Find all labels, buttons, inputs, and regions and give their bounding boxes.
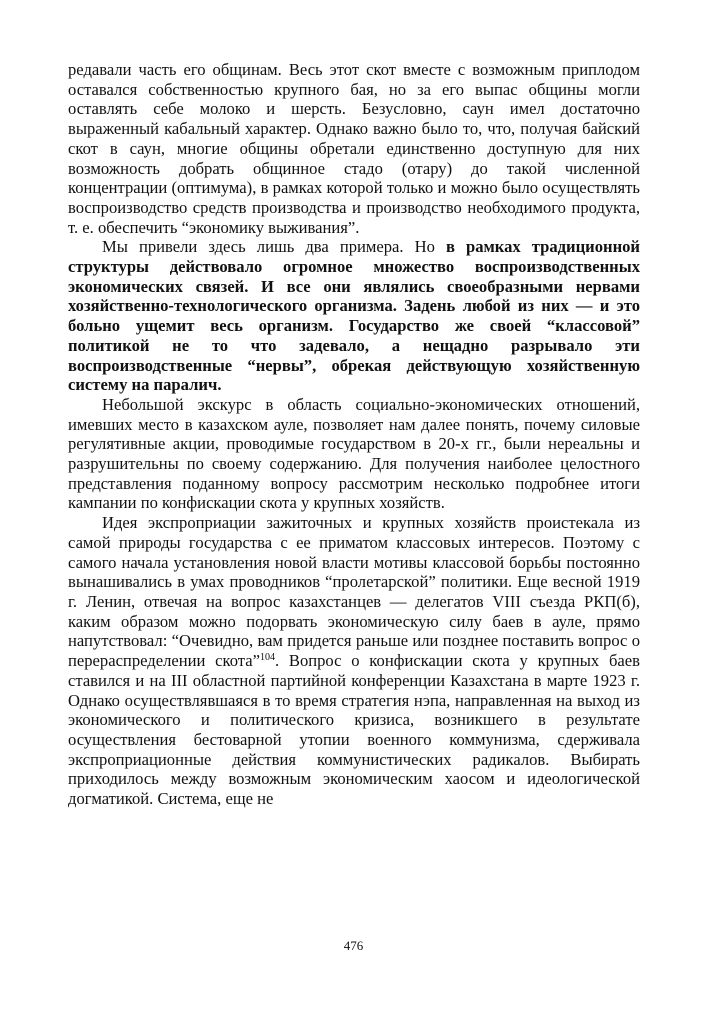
paragraph-2-bold: в рамках традиционной структуры действовало огромное множество воспроизводственных экономических связей. И все они являлись своеобразными нервами хозяйственно-технологического организма. Задень любой из них — и это больно ущемит весь организм. Государство же своей “классовой” политикой не то что задевало, а нещадно разрывало эти воспроизводственные “нервы”, обрекая действующую хозяйственную систему на паралич. — [68, 237, 640, 395]
footnote-marker: 104 — [259, 652, 275, 664]
paragraph-2-plain: Мы привели здесь лишь два примера. Но — [102, 237, 446, 257]
paragraph-2 — [68, 237, 640, 395]
paragraph-4 — [68, 513, 640, 809]
paragraph-4-part-b: . Вопрос о конфискации скота у крупных баев ставился и на III областной партийной конференции Казахстана в марте 1923 г. Однако осуществлявшаяся в то время стратегия нэпа, направленная на выход из экономического и политического кризиса, возникшего в результате осуществления бестоварной утопии военного коммунизма, сдерживала экспроприационные действия коммунистических радикалов. Выбирать приходилось между возможным экономическим хаосом и идеологической догматикой. Система, еще не — [68, 651, 640, 809]
paragraph-3: Небольшой экскурс в область социально-экономических отношений, имевших место в казахском ауле, позволяет нам далее понять, почему силовые регулятивные акции, проводимые государством в 20-х гг., были нереальны и разрушительны по своему содержанию. Для получения наиболее целостного представления поданному вопросу рассмотрим несколько подробнее итоги кампании по конфискации скота у крупных хозяйств. — [68, 394, 640, 513]
paragraph-4-part-a: Идея экспроприации зажиточных и крупных хозяйств проистекала из самой природы государства с ее приматом классовых интересов. Поэтому с самого начала установления новой власти мотивы классовой борьбы постоянно вынашивались в умах проводников “пролетарской” политики. Еще весной 1919 г. Ленин, отвечая на вопрос казахстанцев — делегатов VIII съезда РКП(б), каким образом можно подорвать экономическую силу баев в ауле, прямо напутствовал: “Очевидно, вам придется раньше или позднее поставить вопрос о перераспределении скота” — [68, 513, 640, 671]
page-number: 476 — [343, 938, 364, 953]
paragraph-1: редавали часть его общинам. Весь этот скот вместе с возможным приплодом оставался собственностью крупного бая, но за его выпас общины могли оставлять себе молоко и шерсть. Безусловно, саун имел достаточно выраженный кабальный характер. Однако важно было то, что, получая байский скот в саун, многие общины обретали единственно доступную для них возможность добрать общинное стадо (отару) до такой численной концентрации (оптимума), в рамках которой только и можно было осуществлять воспроизводство средств производства и производство необходимого продукта, т. е. обеспечить “экономику выживания”. — [68, 60, 640, 237]
body-text — [68, 60, 640, 809]
